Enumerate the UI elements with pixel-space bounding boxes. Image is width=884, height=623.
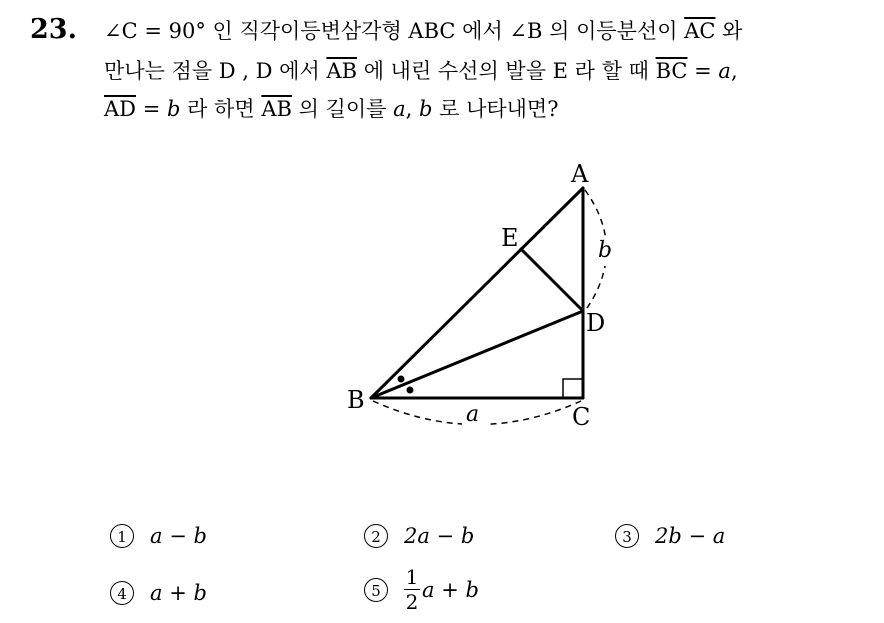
q3-text-e: 로 나타내면? — [432, 97, 559, 121]
var-a: a — [718, 59, 731, 83]
choice-number-1: 1 — [110, 524, 134, 548]
dim-label-a: a — [466, 402, 480, 427]
choice-number-2: 2 — [364, 524, 388, 548]
segment-bc: $\overline{BC}$ — [655, 59, 688, 83]
vertex-label-b: B — [347, 386, 365, 414]
vertex-label-c: C — [572, 403, 591, 431]
choice-1-text: a − b — [150, 524, 207, 548]
choice-3-text: 2b − a — [655, 524, 726, 548]
perpendicular-de — [521, 249, 583, 311]
choice-3[interactable] — [615, 524, 725, 548]
right-angle-mark — [563, 379, 583, 398]
vertex-label-a: A — [571, 160, 589, 188]
segment-ac: $\overline{AC}$ — [684, 19, 716, 43]
choice-5-fraction — [404, 566, 420, 613]
choice-5[interactable] — [364, 566, 479, 613]
bisector-bd — [371, 311, 583, 398]
angle-dot-1 — [398, 376, 405, 383]
fraction-numerator: 1 — [405, 565, 419, 589]
q3-text-b: 라 하면 — [180, 97, 262, 121]
q2-text-a: 만나는 점을 D , D 에서 — [104, 59, 327, 83]
choice-number-4: 4 — [110, 581, 134, 605]
choice-4[interactable] — [110, 581, 207, 605]
angle-dot-2 — [407, 387, 414, 394]
segment-ab: $\overline{AB}$ — [326, 59, 358, 83]
q2-text-c: = — [687, 59, 719, 83]
choice-number-5: 5 — [364, 578, 388, 602]
q1-text-b: 와 — [715, 19, 743, 43]
var-b: b — [166, 97, 181, 121]
side-ab — [371, 188, 583, 398]
fraction-denominator: 2 — [405, 590, 419, 614]
question-number: 23. — [30, 14, 77, 45]
choice-number-3: 3 — [615, 524, 639, 548]
dim-label-b: b — [598, 238, 613, 263]
choice-1[interactable] — [110, 524, 207, 548]
q3-text-c: 의 길이를 — [291, 97, 394, 121]
choice-2[interactable] — [364, 524, 474, 548]
q1-text-a: ∠C = 90° 인 직각이등변삼각형 ABC 에서 ∠B 의 이등분선이 — [104, 19, 685, 43]
choice-5-text: a + b — [422, 577, 479, 602]
segment-ad: $\overline{AD}$ — [104, 97, 137, 121]
q3-text-a: = — [136, 97, 167, 121]
q2-text-d: , — [730, 59, 738, 83]
q3-text-d: , — [405, 97, 419, 121]
segment-ab-2: $\overline{AB}$ — [261, 97, 292, 121]
choice-4-text: a + b — [150, 581, 207, 605]
var-a-2: a — [393, 97, 406, 121]
q2-text-b: 에 내린 수선의 발을 E 라 할 때 — [357, 59, 656, 83]
vertex-label-e: E — [501, 224, 519, 252]
vertex-label-d: D — [586, 309, 606, 337]
var-b-2: b — [418, 97, 433, 121]
choice-2-text: 2a − b — [404, 524, 475, 548]
